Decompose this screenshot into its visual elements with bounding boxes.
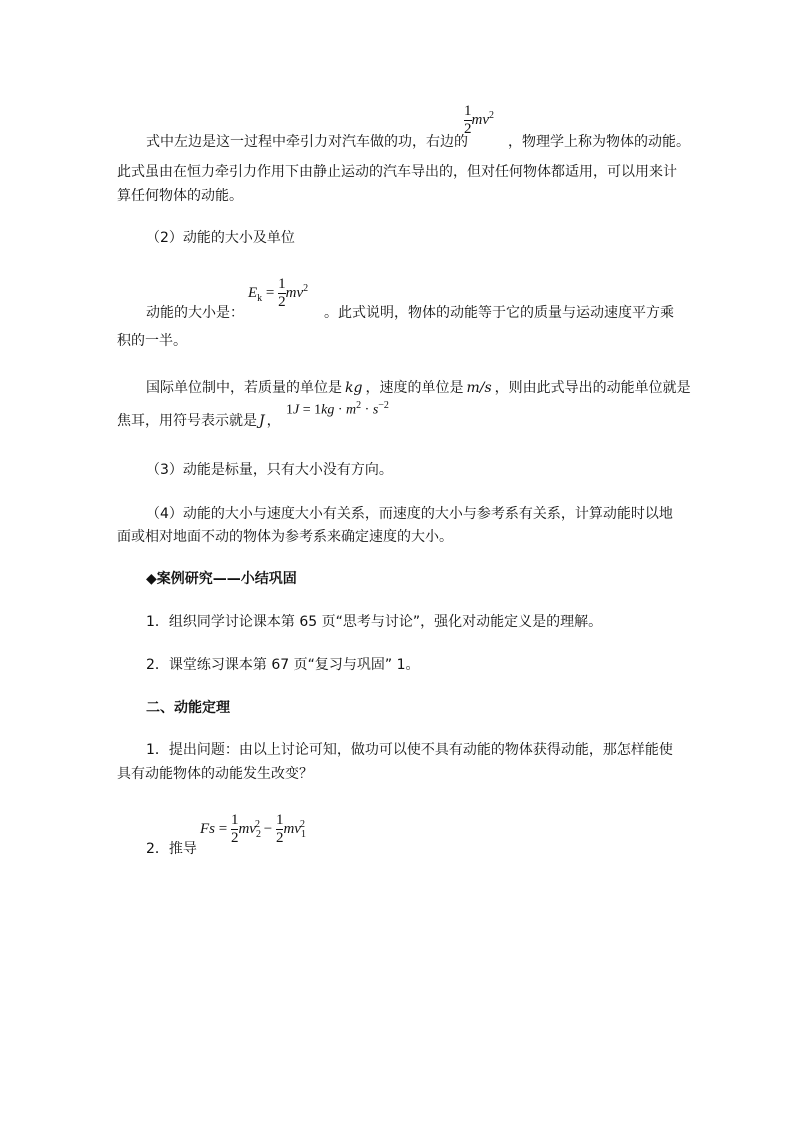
theorem-item1-line2: 具有动能物体的动能发生改变？ — [117, 766, 313, 782]
unit-ms: m/s — [466, 380, 492, 396]
theorem-item1-line1: 1．提出问题：由以上讨论可知，做功可以使不具有动能的物体获得动能，那怎样能使 — [146, 742, 673, 758]
si-text-b: ，速度的单位是 — [365, 380, 464, 396]
section4-line1: （4）动能的大小与速度大小有关系，而速度的大小与参考系有关系，计算动能时以地 — [146, 506, 673, 522]
section3-text: （3）动能是标量，只有大小没有方向。 — [146, 462, 393, 478]
s2-line2: 积的一半。 — [117, 333, 187, 349]
theorem-heading: 二、动能定理 — [146, 700, 230, 716]
half-mv2-formula: $\frac{1}{2}$ $mv^2$ — [464, 103, 494, 137]
p1-line1-text-a: 式中左边是这一过程中牵引力对汽车做的功，右边的 — [146, 134, 468, 150]
section2-heading: （2）动能的大小及单位 — [146, 230, 295, 246]
fraction-one-half: $\frac{1}{2}$ — [275, 812, 284, 846]
p1-line1-end — [508, 132, 690, 152]
case-item1: 1．组织同学讨论课本第 65 页“思考与讨论”，强化对动能定义是的理解。 — [146, 614, 603, 630]
theorem-item2: 2．推导 — [146, 841, 197, 857]
case-item2: 2．课堂练习课本第 67 页“复习与巩固” 1。 — [146, 657, 420, 673]
fraction-one-half: $\frac{1}{2}$ — [278, 276, 286, 310]
p1-line1 — [146, 132, 468, 152]
s2-line1-b: 。此式说明，物体的动能等于它的质量与运动速度平方乘 — [324, 305, 674, 321]
case-heading: ◆案例研究——小结巩固 — [146, 571, 297, 587]
si-line2 — [117, 411, 281, 431]
si-text-e: ， — [266, 413, 281, 429]
si-text-c: ，则由此式导出的动能单位就是 — [494, 380, 691, 396]
unit-kg: kg — [345, 380, 363, 396]
si-text-a: 国际单位制中，若质量的单位是 — [146, 380, 342, 396]
p1-line2: 此式虽由在恒力牵引力作用下由静止运动的汽车导出的，但对任何物体都适用，可以用来计 — [117, 164, 677, 180]
si-text-d: 焦耳，用符号表示就是 — [117, 413, 257, 429]
fraction-one-half: $\frac{1}{2}$ — [464, 103, 472, 137]
fraction-one-half: $\frac{1}{2}$ — [230, 812, 239, 846]
work-energy-formula: Fs = $\frac{1}{2}$ $mv_2^2$ − $\frac{1}{2}$ $mv_1^2$ — [200, 812, 306, 846]
joule-formula: $1J = 1kg \cdot m^2 \cdot s^{-2}$ — [286, 400, 389, 418]
si-line1 — [146, 378, 691, 398]
ek-formula: $E_k$ = $\frac{1}{2}$ $mv^2$ — [248, 276, 309, 310]
section4-line2: 面或相对地面不动的物体为参考系来确定速度的大小。 — [117, 529, 453, 545]
p1-line3: 算任何物体的动能。 — [117, 188, 243, 204]
s2-line1-a: 动能的大小是： — [146, 305, 244, 321]
p1-line1-text-b: ，物理学上称为物体的动能。 — [508, 134, 690, 150]
unit-j: J — [259, 413, 265, 429]
